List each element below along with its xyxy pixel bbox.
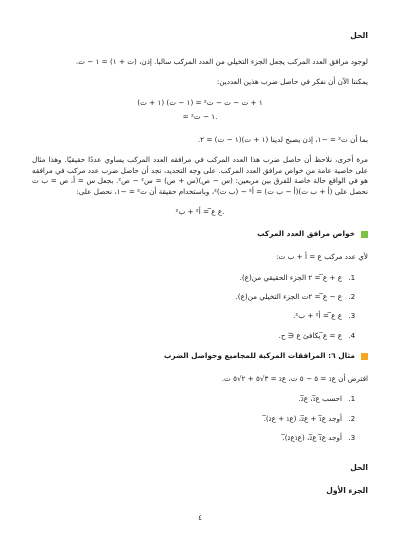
equation-simplify: = ١ − ت². (182, 112, 218, 122)
orange-square-icon (361, 353, 368, 360)
section-title: خواص مرافق العدد المركب (257, 229, 355, 239)
green-square-icon (361, 231, 368, 238)
equation-block (32, 98, 368, 123)
paragraph-product-intro: يمكننا الآن أن نفكر في حاصل ضرب هذين العددين: (216, 77, 368, 87)
list-item: 1. احسب ع̅₁، ع̅₂. (32, 394, 346, 404)
list-item: 4. ع = ع̅ يكافئ ع ∈ ح. (32, 331, 346, 341)
list-item: 3. أوجد ع̅₁ ع̅₂، (ع₁ع₂)̅. (32, 433, 346, 443)
solution-heading-2: الحل (350, 462, 368, 472)
part-one-heading: الجزء الأول (326, 485, 368, 495)
list-item: 2. أوجد ع̅₁ + ع̅₂، (ع₁ + ع₂)̅. (32, 414, 346, 424)
example-intro: افترض أن ع₁ = ٥ − ٥ ت، ع₂ = ٣√٥ + ٢√٥ ت. (221, 374, 368, 384)
list-item: 3. ع ع̅ = أ² + ب². (32, 311, 346, 321)
section-example-6 (32, 351, 368, 362)
solution-heading: الحل (350, 31, 368, 40)
paragraph-conjugate-definition: لوجود مرافق العدد المركب يجعل الجزء التخيلي من العدد المركب سالبا. إذن، (ت + ١) = ١ − ت. (75, 57, 368, 66)
properties-list (32, 273, 368, 342)
list-item: 2. ع − ع̅ = ٢ت الجزء التخيلي من(ع). (32, 292, 346, 302)
equation-expand: (١ + ت) (١ − ت) = ١ + ت − ت − ت² (137, 97, 263, 107)
example-list (32, 394, 368, 443)
page-number: ٤ (198, 513, 202, 522)
section-title: مثال ٦: المرافقات المركبة للمجاميع وحواصل الضرب (163, 351, 355, 361)
properties-intro: لأي عدد مركب ع = أ + ب ت: (276, 252, 368, 262)
paragraph-general-property: مرة أخرى، نلاحظ أن حاصل ضرب هذا العدد المركب في مرافقه العدد المركب يساوي عددًا حقيقيًا. وهذا مثال على خاصية عامة من خواص مرافق العدد المركب. على وجه التحديد، نجد أن حاصل ضرب عدد مركب في مرافقه هو في الواقع حالة خاصة للفرق بين مربعين: (س − ص)(س + ص) = س² − ص². بجعل س = أ، ص = ب ت نحصل على (أ + ب ت)(أ − ب ت) = أ² − (ب ت)²، وباستخدام حقيقة أن ت² = −١، نحصل على: (32, 155, 368, 196)
paragraph-result: بما أن ت² = −١، إذن يصبح لدينا (١ + ت)(١ − ت) = ٢. (197, 134, 368, 144)
section-conjugate-properties (32, 229, 368, 240)
equation-modulus-squared: ع ع̅ = أ² + ب². (175, 206, 225, 216)
list-item: 1. ع + ع̅ = ٢ الجزء الحقيقي من(ع). (32, 273, 346, 283)
